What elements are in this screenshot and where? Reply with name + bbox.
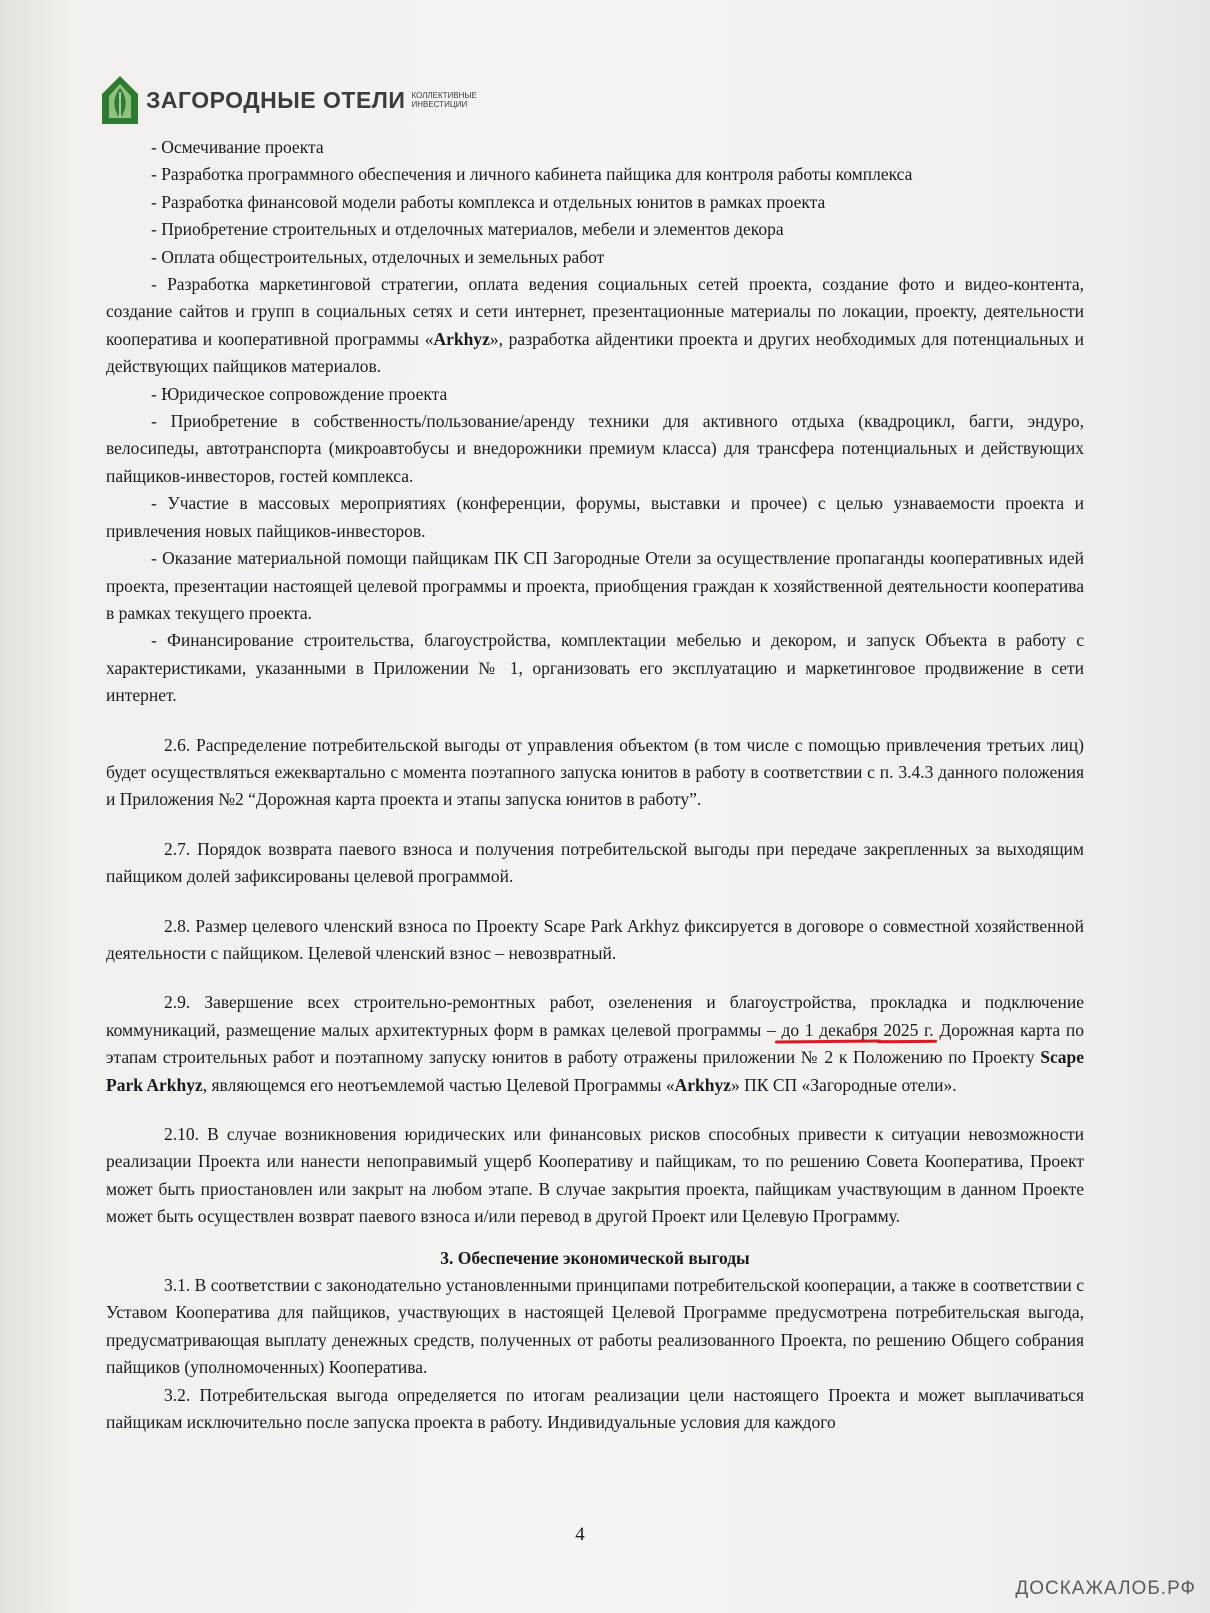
paragraph-2-9-text-4: » ПК СП «Загородные отели». xyxy=(731,1074,957,1095)
bullet-item-long: - Приобретение в собственность/пользование/аренду техники для активного отдыха (квадроцикл, багги, эндуро, велосипеды, автотранспорта (микроавтобусы и внедорожники премиум класса) для трансфера потенциальных и действующих пайщиков-инвесторов, гостей комплекса. xyxy=(106,411,1084,486)
bullet-item: - Разработка программного обеспечения и личного кабинета пайщика для контроля работы комплекса xyxy=(151,164,913,185)
house-leaf-logo-icon xyxy=(100,74,140,126)
bullet-item: - Оплата общестроительных, отделочных и земельных работ xyxy=(151,246,605,267)
company-logo xyxy=(100,74,491,126)
underlined-deadline: до 1 декабря xyxy=(781,1019,878,1040)
bullet-legal: - Юридическое сопровождение проекта xyxy=(151,383,448,404)
bullet-item-long: - Участие в массовых мероприятиях (конференции, форумы, выставки и прочее) с целью узнаваемости проекта и привлечения новых пайщиков-инвесторов. xyxy=(106,493,1084,541)
bullet-item: - Разработка финансовой модели работы комплекса и отдельных юнитов в рамках проекта xyxy=(151,191,826,212)
bullet-marketing-bold: Arkhyz xyxy=(433,328,490,349)
bullet-marketing-text: - Разработка маркетинговой стратегии, оплата ведения социальных сетей проекта, создание фото и видео-контента, создание сайтов и групп в социальных сетях и сети интернет, презентационные материалы по локации, проекту, деятельности кооператива и кооперативной программы « xyxy=(106,274,1084,349)
project-name-bold: Scape Park Arkhyz xyxy=(106,1047,1084,1095)
page-number: 4 xyxy=(575,1524,585,1545)
section-3-title: 3. Обеспечение экономической выгоды xyxy=(440,1247,750,1268)
bullet-item: - Осмечивание проекта xyxy=(151,137,324,157)
paragraph-2-8: 2.8. Размер целевого членский взноса по Проекту Scape Park Arkhyz фиксируется в договоре о совместной хозяйственной деятельности с пайщиком. Целевой членский взнос – невозвратный. xyxy=(106,915,1084,963)
logo-name: ЗАГОРОДНЫЕ ОТЕЛИ xyxy=(146,86,406,113)
paragraph-2-7: 2.7. Порядок возврата паевого взноса и получения потребительской выгоды при передаче закрепленных за выходящим пайщиком долей зафиксированы целевой программой. xyxy=(106,838,1084,887)
bullet-item-long: - Оказание материальной помощи пайщикам ПК СП Загородные Отели за осуществление пропаганды кооперативных идей проекта, презентации настоящей целевой программы и проекта, приобщения граждан к хозяйственной деятельности кооператива в рамках текущего проекта. xyxy=(106,548,1084,623)
document-body xyxy=(106,134,1084,1436)
paragraph-3-1: 3.1. В соответствии с законодательно установленными принципами потребительской кооперации, а также в соответствии с Уставом Кооператива для пайщиков, участвующих в настоящей Целевой Программе предусмотрена потребительская выгода, предусматривающая выплату денежных средств, полученных от работы реализованного Проекта, по решению Общего собрания пайщиков (уполномоченных) Кооператива. xyxy=(106,1275,1084,1378)
program-name-bold: Arkhyz xyxy=(674,1074,732,1095)
bullet-item-long: - Финансирование строительства, благоустройства, комплектации мебелью и декором, и запуск Объекта в работу с характеристиками, указанными в Приложении № 1, организовать его эксплуатацию и маркетинговое продвижение в сети интернет. xyxy=(106,630,1084,706)
underlined-year: 2025 г. xyxy=(883,1019,934,1040)
logo-subtitle: КОЛЛЕКТИВНЫЕ ИНВЕСТИЦИИ xyxy=(411,91,477,109)
paragraph-2-9-text: 2.9. Завершение всех строительно-ремонтных работ, озеленения и благоустройства, прокладка и подключение коммуникаций, размещение малых архитектурных форм в рамках целевой программы – xyxy=(106,992,1084,1040)
bullet-marketing-text-end: », разработка айдентики проекта и других необходимых для потенциальных и действующих пайщиков материалов. xyxy=(106,328,1084,377)
bullet-item: - Приобретение строительных и отделочных материалов, мебели и элементов декора xyxy=(151,219,784,240)
paragraph-2-9 xyxy=(106,989,1084,1099)
paragraph-2-6: 2.6. Распределение потребительской выгоды от управления объектом (в том числе с помощью привлечения третьих лиц) будет осуществляться ежеквартально с момента поэтапного запуска юнитов в работу в соответствии с п. 3.4.3 данного положения и Приложения №2 “Дорожная карта проекта и этапы запуска юнитов в работу”. xyxy=(106,734,1084,810)
bullet-marketing xyxy=(106,271,1084,381)
paragraph-2-9-text-2: Дорожная карта по этапам строительных работ и поэтапному запуску юнитов в работу отражены приложении № 2 к Положению по Проекту xyxy=(106,1019,1085,1068)
paragraph-2-9-text-3: , являющемся его неотъемлемой частью Целевой Программы « xyxy=(202,1074,675,1095)
paragraph-3-2: 3.2. Потребительская выгода определяется по итогам реализации цели настоящего Проекта и может выплачиваться пайщикам исключительно после запуска проекта в работу. Индивидуальные условия для каждого xyxy=(106,1384,1084,1433)
watermark: ДОСКАЖАЛОБ.РФ xyxy=(1015,1578,1196,1599)
paragraph-2-10: 2.10. В случае возникновения юридических или финансовых рисков способных привести к ситуации невозможности реализации Проекта или нанести непоправимый ущерб Кооперативу и пайщикам, то по решению Совета Кооператива, Проект может быть приостановлен или закрыт на любом этапе. В случае закрытия проекта, пайщикам участвующим в данном Проекте может быть осуществлен возврат паевого взноса и/или перевод в другой Проект или Целевую Программу. xyxy=(106,1124,1084,1227)
